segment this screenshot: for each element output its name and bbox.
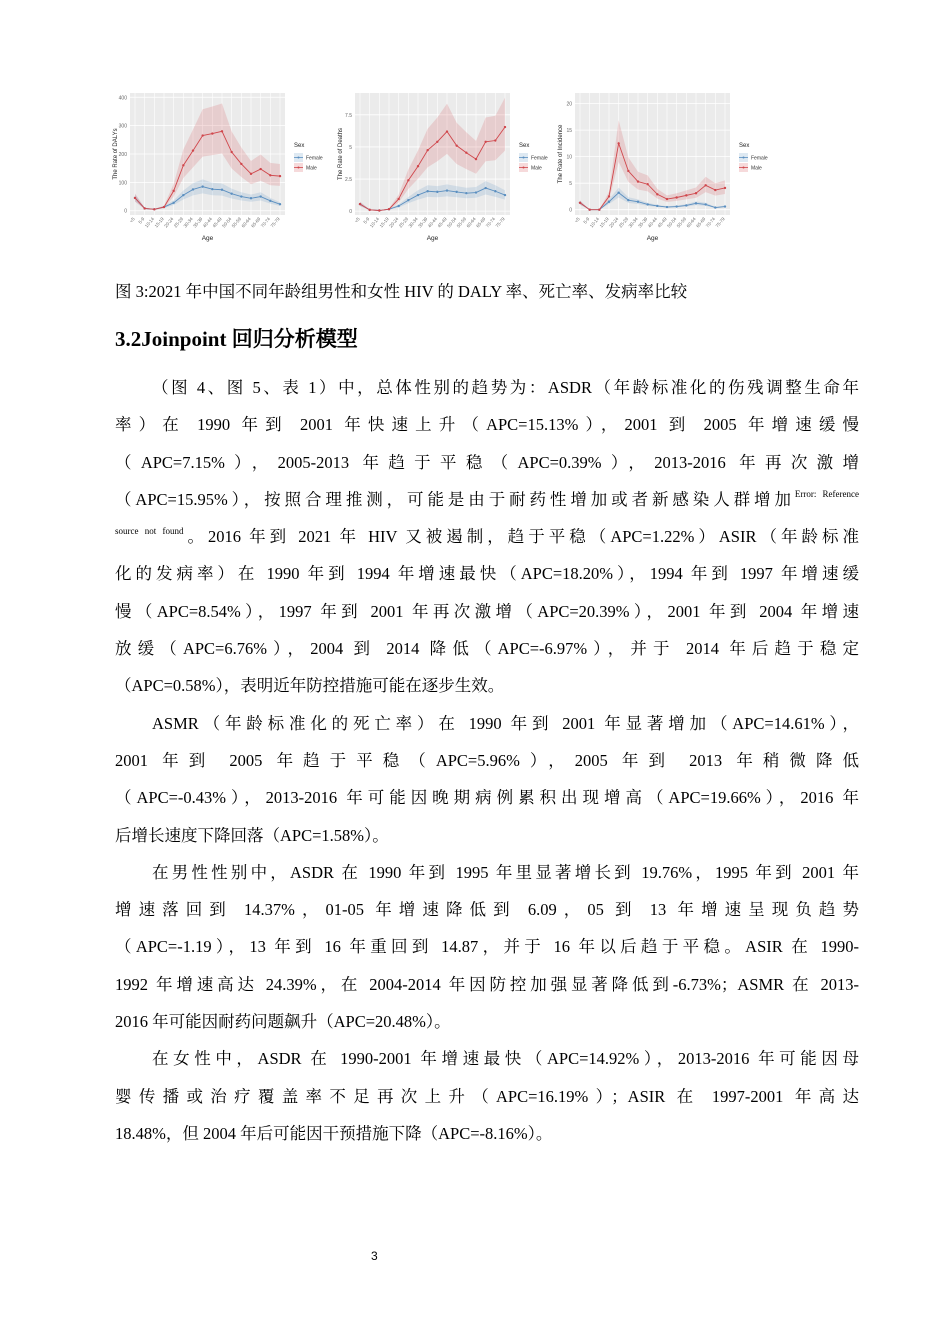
x-tick-label: 75-79	[269, 216, 281, 229]
data-point	[221, 189, 223, 191]
reference-error: Error: Reference	[794, 488, 859, 499]
line-text: 慢（APC=8.54%），1997 年到 2001 年再次激增（APC=20.39%），2001 年到 2004 年增速	[115, 601, 859, 621]
line-text: 2016 年可能因耐药问题飙升（APC=20.48%）。	[115, 1012, 451, 1032]
data-point	[608, 201, 610, 203]
y-tick-label: 10	[566, 154, 572, 161]
data-point	[617, 142, 619, 144]
data-point	[646, 203, 648, 205]
line-text: 婴传播或治疗覆盖率不足再次上升（APC=16.19%）；ASIR 在 1997-2001 年高达	[115, 1086, 859, 1106]
legend-title: Sex	[294, 143, 305, 149]
x-tick-label: 5-9	[362, 216, 371, 225]
data-point	[714, 206, 716, 208]
line-text: 率）在 1990 年到 2001 年快速上升（APC=15.13%），2001 到 2005 年增速缓慢	[115, 415, 859, 435]
data-point	[426, 190, 428, 192]
data-point	[675, 205, 677, 207]
data-point	[475, 158, 477, 160]
x-tick-label: 5-9	[582, 216, 591, 225]
data-point	[475, 191, 477, 193]
daly-rate-chart	[110, 85, 345, 250]
y-tick-label: 5	[569, 181, 572, 188]
line-text: （APC=-0.43%），2013-2016 年可能因晚期病例累积出现增高（APC=19.66%），2016 年	[115, 788, 859, 808]
y-tick-label: 400	[118, 95, 127, 102]
text-line	[115, 374, 859, 411]
data-point	[259, 168, 261, 170]
data-point	[685, 204, 687, 206]
line-text: 。2016 年到 2021 年 HIV 又被遏制，趋于平稳（APC=1.22%）ASIR（年龄标准	[183, 527, 859, 547]
data-point	[714, 189, 716, 191]
incidence-rate-chart	[555, 85, 790, 250]
data-point	[230, 151, 232, 153]
data-point	[579, 202, 581, 204]
x-tick-label: 15-19	[153, 216, 165, 229]
x-tick-label: 40-44	[426, 216, 439, 229]
x-tick-label: 30-34	[627, 216, 639, 229]
data-point	[388, 208, 390, 210]
x-tick-label: 70-74	[484, 216, 497, 229]
y-tick-label: 2.5	[345, 177, 352, 184]
data-point	[455, 191, 457, 193]
line-text: 18.48%，但 2004 年后可能因干预措施下降（APC=-8.16%）。	[115, 1123, 553, 1143]
x-tick-label: <5	[128, 216, 136, 224]
x-tick-label: 20-24	[163, 216, 175, 229]
line-text: 化的发病率）在 1990 年到 1994 年增速最快（APC=18.20%），1994 年到 1997 年增速缓	[115, 564, 859, 584]
data-point	[359, 203, 361, 205]
data-point	[221, 130, 223, 132]
x-axis-title: Age	[426, 235, 439, 242]
x-axis-title: Age	[646, 235, 659, 242]
legend-label-male: Male	[531, 165, 542, 172]
text-line	[115, 411, 859, 448]
page-number: 3	[371, 1249, 378, 1263]
x-tick-label: 35-39	[637, 216, 649, 229]
data-point	[240, 163, 242, 165]
line-text: （APC=0.58%），表明近年防控措施可能在逐步生效。	[115, 676, 505, 696]
text-line	[115, 1120, 859, 1157]
text-line	[115, 747, 859, 784]
x-tick-label: 50-54	[666, 216, 678, 229]
data-point	[436, 191, 438, 193]
x-tick-label: 40-44	[201, 216, 214, 229]
data-point	[695, 202, 697, 204]
x-tick-label: 65-69	[250, 216, 262, 229]
x-tick-label: 35-39	[417, 216, 429, 229]
x-tick-label: 15-19	[598, 216, 610, 229]
text-line	[115, 971, 859, 1008]
line-text: 1992 年增速高达 24.39%，在 2004-2014 年因防控加强显著降低到-6.73%；ASMR 在 2013-	[115, 974, 859, 994]
data-point	[230, 193, 232, 195]
data-point	[397, 198, 399, 200]
data-point	[637, 180, 639, 182]
data-point	[675, 196, 677, 198]
legend-key-point	[743, 167, 745, 169]
data-point	[259, 195, 261, 197]
data-point	[182, 194, 184, 196]
y-tick-label: 7.5	[345, 112, 352, 119]
data-point	[666, 198, 668, 200]
data-point	[250, 197, 252, 199]
y-axis-title: The Rate of Incidence	[558, 124, 564, 184]
data-point	[446, 130, 448, 132]
data-point	[637, 201, 639, 203]
line-text: 2001 年到 2005 年趋于平稳（APC=5.96%），2005 年到 2013 年稍微降低	[115, 750, 859, 770]
data-point	[617, 192, 619, 194]
data-point	[182, 164, 184, 166]
y-axis-title: The Rate of Deaths	[338, 127, 344, 181]
x-tick-label: 55-59	[230, 216, 243, 229]
x-tick-label: 55-59	[455, 216, 468, 229]
data-point	[250, 173, 252, 175]
line-text: （APC=-1.19），13 年到 16 年重回到 14.87，并于 16 年以后趋于平稳。ASIR 在 1990-	[115, 937, 859, 957]
data-point	[279, 203, 281, 205]
text-line	[115, 896, 859, 933]
line-text: （APC=15.95%），按照合理推测，可能是由于耐药性增加或者新感染人群增加	[115, 489, 795, 509]
text-line	[115, 523, 859, 560]
text-line	[115, 598, 859, 635]
figure-3	[110, 85, 810, 250]
line-text: 放缓（APC=6.76%），2004 到 2014 降低（APC=-6.97%），并于 2014 年后趋于稳定	[115, 639, 859, 659]
data-point	[240, 195, 242, 197]
line-text: ASMR（年龄标准化的死亡率）在 1990 年到 2001 年显著增加（APC=14.61%），	[152, 713, 859, 733]
y-tick-label: 0	[124, 208, 127, 215]
x-tick-label: 65-69	[475, 216, 487, 229]
x-tick-label: 25-29	[397, 216, 410, 229]
data-point	[685, 194, 687, 196]
data-point	[279, 175, 281, 177]
y-tick-label: 20	[566, 101, 572, 108]
x-tick-label: 75-79	[714, 216, 726, 229]
y-tick-label: 0	[349, 209, 352, 216]
legend-label-female: Female	[306, 155, 323, 162]
data-point	[201, 134, 203, 136]
text-line	[115, 933, 859, 970]
data-point	[627, 170, 629, 172]
data-point	[192, 149, 194, 151]
text-line	[115, 710, 859, 747]
text-line	[115, 635, 859, 672]
x-tick-label: 60-64	[240, 216, 252, 229]
data-point	[724, 187, 726, 189]
legend-key-point	[523, 157, 525, 159]
x-tick-label: 45-49	[436, 216, 448, 229]
data-point	[695, 192, 697, 194]
y-tick-label: 200	[118, 152, 127, 158]
text-line	[115, 486, 859, 523]
data-point	[494, 139, 496, 141]
x-tick-label: 10-14	[368, 216, 381, 229]
legend-key-point	[523, 167, 525, 169]
legend-key-point	[298, 157, 300, 159]
legend-key-point	[298, 167, 300, 169]
data-point	[407, 199, 409, 201]
legend-label-male: Male	[306, 165, 317, 172]
x-tick-label: 45-49	[656, 216, 668, 229]
x-tick-label: 20-24	[608, 216, 620, 229]
x-tick-label: 25-29	[617, 216, 630, 229]
line-text: 后增长速度下降回落（APC=1.58%）。	[115, 825, 389, 845]
data-point	[484, 187, 486, 189]
data-point	[172, 202, 174, 204]
data-point	[201, 185, 203, 187]
y-tick-label: 0	[569, 207, 572, 214]
data-point	[378, 209, 380, 211]
x-tick-label: <5	[353, 216, 361, 224]
data-point	[368, 209, 370, 211]
x-tick-label: 50-54	[446, 216, 458, 229]
legend-label-female: Female	[531, 155, 548, 162]
data-point	[455, 144, 457, 146]
data-point	[143, 207, 145, 209]
data-point	[646, 183, 648, 185]
plot-panel	[575, 93, 730, 215]
x-tick-label: 75-79	[494, 216, 506, 229]
data-point	[608, 195, 610, 197]
data-point	[588, 208, 590, 210]
text-line	[115, 1083, 859, 1120]
reference-error: source not found	[115, 526, 184, 537]
x-tick-label: 30-34	[407, 216, 419, 229]
data-point	[656, 193, 658, 195]
x-tick-label: 70-74	[704, 216, 717, 229]
data-point	[656, 205, 658, 207]
x-tick-label: 25-29	[172, 216, 185, 229]
data-point	[153, 208, 155, 210]
text-line	[115, 1045, 859, 1082]
text-line	[115, 560, 859, 597]
data-point	[504, 126, 506, 128]
x-tick-label: 15-19	[378, 216, 390, 229]
line-text: 在男性性别中，ASDR 在 1990 年到 1995 年里显著增长到 19.76%，1995 年到 2001 年	[152, 862, 859, 882]
data-point	[269, 174, 271, 176]
x-tick-label: <5	[573, 216, 581, 224]
data-point	[598, 208, 600, 210]
x-tick-label: 50-54	[221, 216, 233, 229]
line-text: 在女性中，ASDR 在 1990-2001 年增速最快（APC=14.92%），2013-2016 年可能因母	[152, 1049, 859, 1069]
data-point	[397, 205, 399, 207]
x-tick-label: 45-49	[211, 216, 223, 229]
data-point	[484, 141, 486, 143]
body-text	[115, 374, 859, 1157]
text-line	[115, 822, 859, 859]
y-tick-label: 300	[118, 123, 127, 130]
legend-title: Sex	[739, 143, 750, 149]
data-point	[163, 206, 165, 208]
text-line	[115, 1008, 859, 1045]
data-point	[627, 199, 629, 201]
data-point	[211, 132, 213, 134]
y-axis-title: The Rate of DALYs	[113, 128, 119, 180]
y-tick-label: 100	[118, 180, 127, 187]
data-point	[192, 188, 194, 190]
data-point	[494, 190, 496, 192]
data-point	[407, 179, 409, 181]
line-text: （APC=7.15%），2005-2013 年趋于平稳（APC=0.39%），2013-2016 年再次激增	[115, 452, 859, 472]
data-point	[504, 194, 506, 196]
x-tick-label: 30-34	[182, 216, 194, 229]
data-point	[446, 189, 448, 191]
data-point	[134, 197, 136, 199]
data-point	[426, 149, 428, 151]
text-line	[115, 784, 859, 821]
x-axis-title: Age	[201, 235, 214, 242]
data-point	[465, 192, 467, 194]
x-tick-label: 65-69	[695, 216, 707, 229]
data-point	[269, 200, 271, 202]
death-rate-chart	[335, 85, 570, 250]
x-tick-label: 40-44	[646, 216, 659, 229]
x-tick-label: 60-64	[465, 216, 477, 229]
legend-label-female: Female	[751, 155, 768, 162]
text-line	[115, 859, 859, 896]
data-point	[211, 188, 213, 190]
legend-label-male: Male	[751, 165, 762, 172]
data-point	[724, 205, 726, 207]
data-point	[704, 184, 706, 186]
y-tick-label: 15	[566, 128, 572, 135]
x-tick-label: 60-64	[685, 216, 697, 229]
figure-caption: 图 3:2021 年中国不同年龄组男性和女性 HIV 的 DALY 率、死亡率、发病率比较	[115, 282, 688, 301]
x-tick-label: 10-14	[588, 216, 601, 229]
line-text: 增速落回到 14.37%，01-05 年增速降低到 6.09，05 到 13 年增速呈现负趋势	[115, 900, 859, 920]
data-point	[465, 152, 467, 154]
data-point	[666, 206, 668, 208]
data-point	[172, 190, 174, 192]
x-tick-label: 20-24	[388, 216, 400, 229]
y-tick-label: 5	[349, 144, 352, 151]
x-tick-label: 5-9	[137, 216, 146, 225]
data-point	[436, 141, 438, 143]
x-tick-label: 10-14	[143, 216, 156, 229]
section-heading: 3.2Joinpoint 回归分析模型	[115, 327, 358, 351]
data-point	[417, 165, 419, 167]
x-tick-label: 70-74	[259, 216, 272, 229]
x-tick-label: 35-39	[192, 216, 204, 229]
text-line	[115, 672, 859, 709]
line-text: （图 4、图 5、表 1）中，总体性别的趋势为：ASDR（年龄标准化的伤残调整生命年	[152, 378, 859, 397]
text-line	[115, 449, 859, 486]
x-tick-label: 55-59	[675, 216, 688, 229]
legend-title: Sex	[519, 143, 530, 149]
data-point	[704, 203, 706, 205]
legend-key-point	[743, 157, 745, 159]
data-point	[417, 194, 419, 196]
